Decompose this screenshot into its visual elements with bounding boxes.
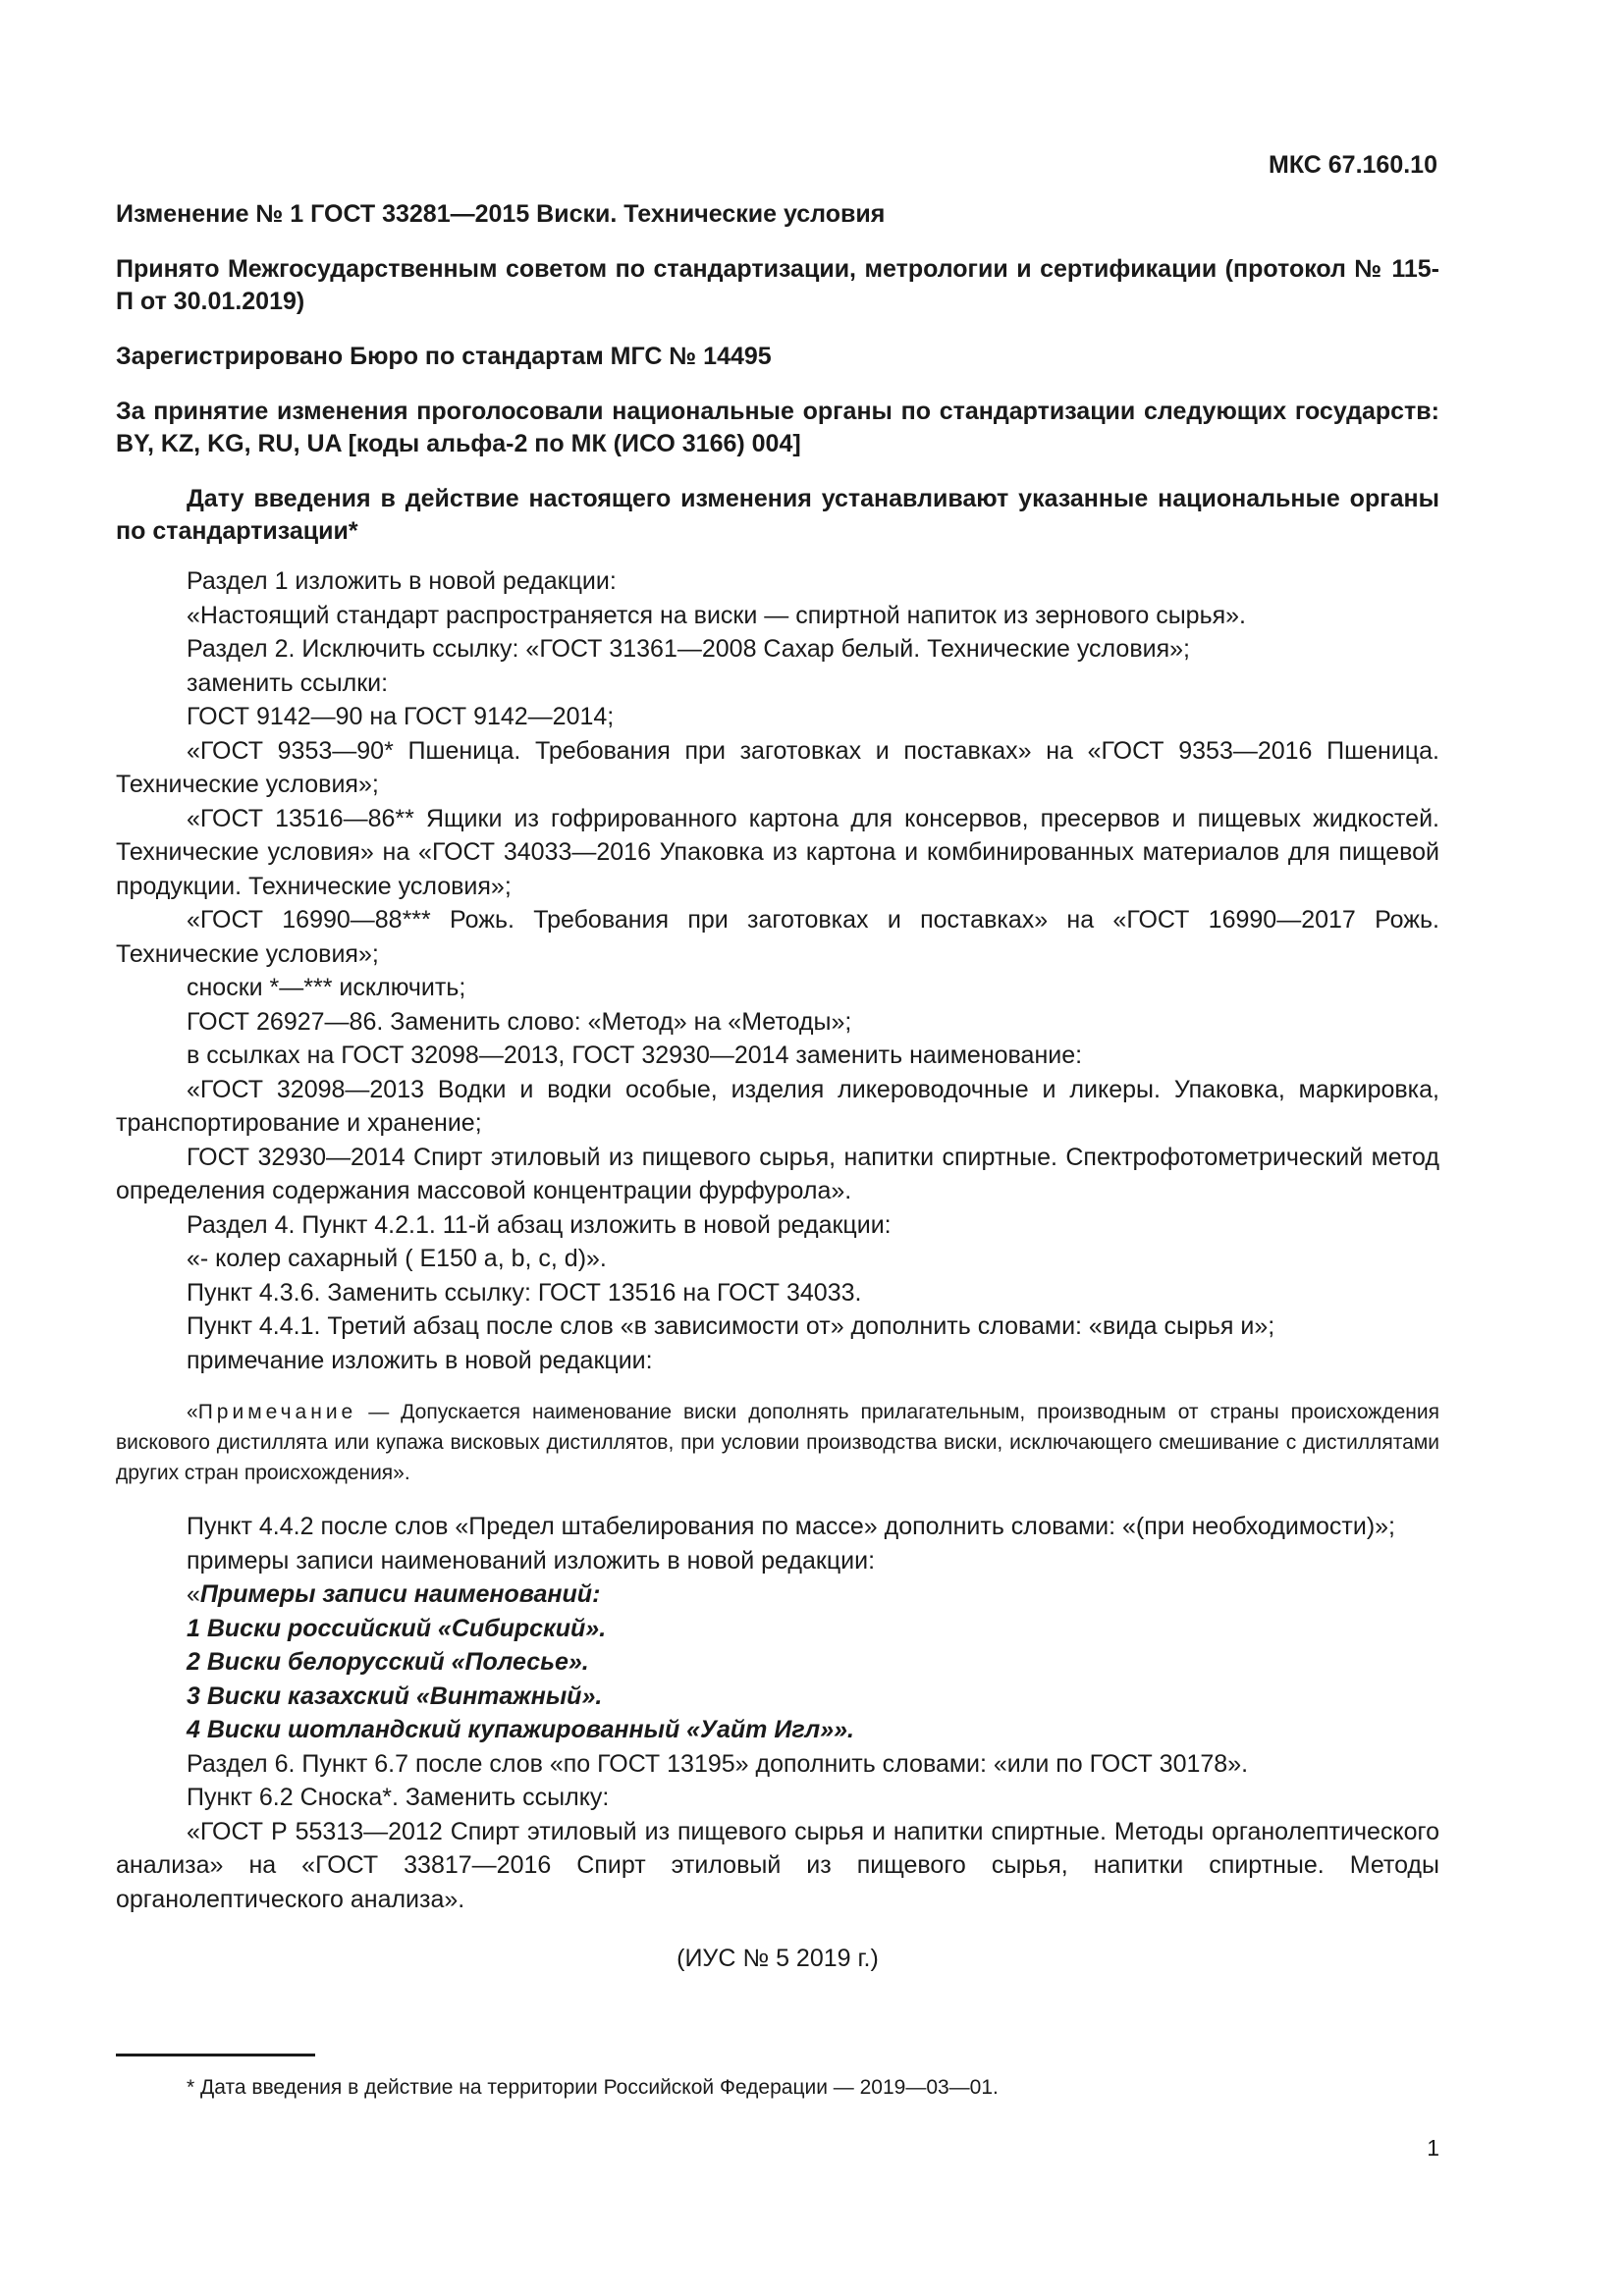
body-paragraph: «ГОСТ 9353—90* Пшеница. Требования при заготовках и поставках» на «ГОСТ 9353—2016 Пшеница. Технические условия»; — [116, 736, 1439, 798]
body-paragraph: Раздел 4. Пункт 4.2.1. 11-й абзац изложить в новой редакции: — [187, 1210, 892, 1239]
examples-open-quote: « — [187, 1580, 200, 1608]
mks-code: МКС 67.160.10 — [1269, 151, 1437, 179]
note-label: Примечание — [197, 1401, 357, 1423]
note-text: — Допускается наименование виски дополнять прилагательным, производным от страны происхождения вискового дистиллята или купажа висковых дистиллятов, при условии производства виски, исключающего смешивание с дистиллятами других стран происхождения». — [116, 1401, 1439, 1484]
amendment-body — [116, 564, 1439, 1916]
examples-title: Примеры записи наименований: — [199, 1580, 601, 1608]
adopted-statement: Принято Межгосударственным советом по стандартизации, метрологии и сертификации (протокол № 115-П от 30.01.2019) — [116, 255, 1439, 315]
registration-statement: Зарегистрировано Бюро по стандартам МГС № 14495 — [116, 343, 772, 370]
body-paragraph: примеры записи наименований изложить в новой редакции: — [187, 1546, 876, 1575]
effective-date-notice: Дату введения в действие настоящего изменения устанавливают указанные национальные органы по стандартизации* — [116, 485, 1439, 545]
examples-heading — [116, 1577, 1439, 1612]
body-paragraph: Пункт 4.3.6. Заменить ссылку: ГОСТ 13516 на ГОСТ 34033. — [187, 1278, 862, 1307]
example-item: 3 Виски казахский «Винтажный». — [187, 1682, 603, 1710]
body-paragraph: заменить ссылки: — [187, 668, 389, 697]
body-paragraph: примечание изложить в новой редакции: — [187, 1346, 653, 1374]
body-paragraph: Пункт 4.4.2 после слов «Предел штабелирования по массе» дополнить словами: «(при необходимости)»; — [187, 1513, 1396, 1540]
body-paragraph: «- колер сахарный ( Е150 а, b, c, d)». — [187, 1245, 607, 1272]
voting-statement: За принятие изменения проголосовали национальные органы по стандартизации следующих государств: BY, KZ, KG, RU, UA [коды альфа-2 по МК (ИСО 3166) 004] — [116, 398, 1439, 457]
body-paragraph: сноски *—*** исключить; — [187, 974, 466, 1001]
document-header — [116, 198, 1439, 570]
example-item: 1 Виски российский «Сибирский». — [187, 1614, 607, 1642]
page-number: 1 — [1427, 2135, 1439, 2161]
body-paragraph: Пункт 6.2 Сноска*. Заменить ссылку: — [187, 1784, 610, 1811]
body-paragraph: «ГОСТ 16990—88*** Рожь. Требования при заготовках и поставках» на «ГОСТ 16990—2017 Рожь. Технические условия»; — [116, 906, 1439, 968]
note-open-quote: « — [187, 1401, 198, 1423]
example-item: 4 Виски шотландский купажированный «Уайт Игл»». — [187, 1716, 854, 1743]
body-paragraph: «ГОСТ 32098—2013 Водки и водки особые, изделия ликероводочные и ликеры. Упаковка, маркировка, транспортирование и хранение; — [116, 1075, 1439, 1137]
body-paragraph: Раздел 2. Исключить ссылку: «ГОСТ 31361—2008 Сахар белый. Технические условия»; — [187, 635, 1190, 663]
body-paragraph: Раздел 1 изложить в новой редакции: — [187, 567, 617, 595]
ius-reference: (ИУС № 5 2019 г.) — [677, 1945, 879, 1972]
footnote: * Дата введения в действие на территории Российской Федерации — 2019—03—01. — [187, 2076, 999, 2099]
body-paragraph: в ссылках на ГОСТ 32098—2013, ГОСТ 32930—2014 заменить наименование: — [187, 1041, 1083, 1069]
body-paragraph: ГОСТ 32930—2014 Спирт этиловый из пищевого сырья, напитки спиртные. Спектрофотометрический метод определения содержания массовой концентрации фурфурола». — [116, 1143, 1439, 1204]
body-paragraph: Пункт 4.4.1. Третий абзац после слов «в зависимости от» дополнить словами: «вида сырья и»; — [187, 1312, 1275, 1340]
body-paragraph: «Настоящий стандарт распространяется на виски — спиртной напиток из зернового сырья». — [187, 601, 1246, 629]
body-paragraph: Раздел 6. Пункт 6.7 после слов «по ГОСТ 13195» дополнить словами: «или по ГОСТ 30178». — [187, 1749, 1249, 1778]
amendment-title: Изменение № 1 ГОСТ 33281—2015 Виски. Технические условия — [116, 200, 886, 228]
body-paragraph: «ГОСТ 13516—86** Ящики из гофрированного картона для консервов, пресервов и пищевых жидкостей. Технические условия» на «ГОСТ 34033—2016 Упаковка из картона и комбинированных материалов для пищевой продукции. Технические условия»; — [116, 804, 1439, 900]
example-item: 2 Виски белорусский «Полесье». — [187, 1648, 589, 1676]
body-paragraph: ГОСТ 9142—90 на ГОСТ 9142—2014; — [187, 703, 615, 730]
footnote-divider — [116, 2054, 315, 2056]
body-paragraph: ГОСТ 26927—86. Заменить слово: «Метод» на «Методы»; — [187, 1007, 852, 1036]
body-paragraph: «ГОСТ Р 55313—2012 Спирт этиловый из пищевого сырья и напитки спиртные. Методы органолептического анализа» на «ГОСТ 33817—2016 Спирт этиловый из пищевого сырья, напитки спиртные. Методы органолептического анализа». — [116, 1817, 1439, 1913]
note-block — [116, 1397, 1439, 1488]
